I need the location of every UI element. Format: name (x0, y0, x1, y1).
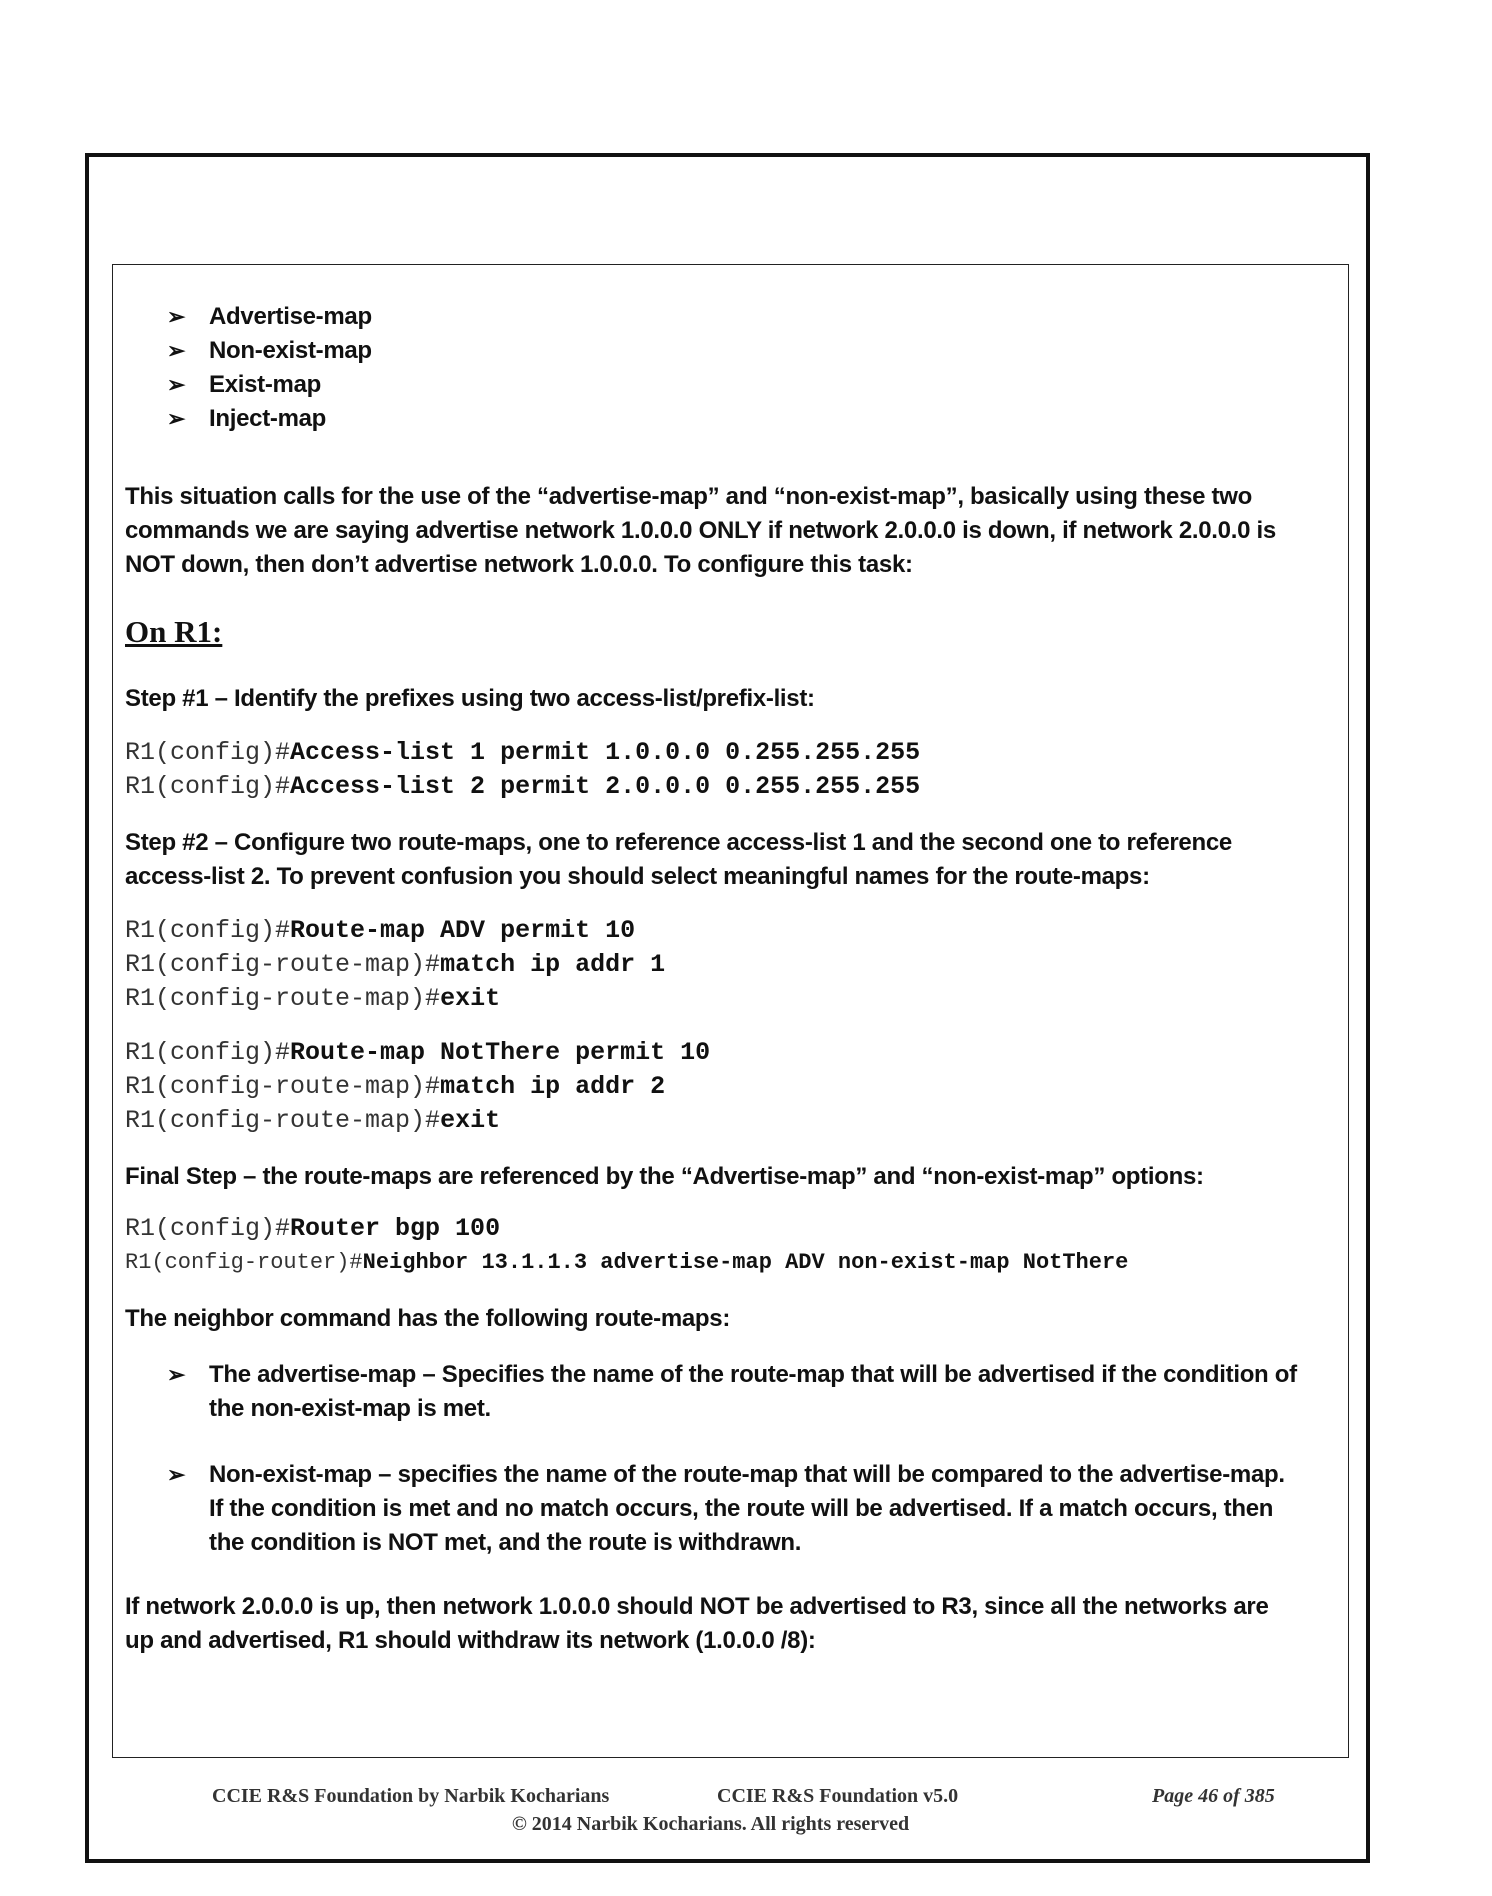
step-2-text (125, 826, 1340, 894)
list-item (167, 1358, 1340, 1426)
arrowhead-bullet-icon: ➢ (167, 1362, 186, 1387)
paragraph-line: commands we are saying advertise network 1.0.0.0 ONLY if network 2.0.0.0 is down, if network 2.0.0.0 is (125, 517, 1276, 544)
cli-command: Router bgp 100 (290, 1214, 501, 1243)
map-options-list (125, 300, 1340, 436)
list-item (167, 300, 1340, 334)
route-map-explanations (125, 1358, 1340, 1560)
cli-command: Route-map ADV permit 10 (290, 916, 636, 945)
cli-prompt: R1(config)# (125, 772, 291, 801)
cli-prompt: R1(config-route-map)# (125, 1106, 441, 1135)
cli-prompt: R1(config-router)# (125, 1250, 363, 1275)
code-line (125, 914, 1340, 948)
footer-version: CCIE R&S Foundation v5.0 (717, 1785, 959, 1807)
list-item-label: Advertise-map (209, 303, 372, 330)
closing-paragraph (125, 1590, 1340, 1658)
cli-prompt: R1(config)# (125, 1214, 291, 1243)
footer-page-number: Page 46 of 385 (1152, 1785, 1275, 1807)
page-content (125, 300, 1340, 1658)
arrowhead-bullet-icon: ➢ (167, 372, 186, 397)
cli-prompt: R1(config-route-map)# (125, 984, 441, 1013)
list-item (167, 402, 1340, 436)
cli-command: match ip addr 1 (440, 950, 666, 979)
code-line (125, 1036, 1340, 1070)
arrowhead-bullet-icon: ➢ (167, 406, 186, 431)
cli-command: exit (440, 1106, 501, 1135)
paragraph-line: the non-exist-map is met. (209, 1395, 491, 1422)
list-item (167, 368, 1340, 402)
section-heading: On R1: (125, 614, 223, 649)
cli-prompt: R1(config-route-map)# (125, 1072, 441, 1101)
cli-prompt: R1(config)# (125, 916, 291, 945)
paragraph-line: If the condition is met and no match occurs, the route will be advertised. If a match occurs, then (209, 1495, 1274, 1522)
footer-book-title: CCIE R&S Foundation by Narbik Kocharians (212, 1785, 610, 1807)
paragraph-line: access-list 2. To prevent confusion you should select meaningful names for the route-maps: (125, 863, 1150, 890)
code-line (125, 1104, 1340, 1138)
paragraph-line: the condition is NOT met, and the route is withdrawn. (209, 1529, 802, 1556)
step-1-text: Step #1 – Identify the prefixes using two access-list/prefix-list: (125, 685, 815, 712)
arrowhead-bullet-icon: ➢ (167, 304, 186, 329)
final-step-text: Final Step – the route-maps are referenced by the “Advertise-map” and “non-exist-map” options: (125, 1163, 1204, 1190)
paragraph-line: If network 2.0.0.0 is up, then network 1.0.0.0 should NOT be advertised to R3, since all the networks are (125, 1593, 1269, 1620)
code-block-route-map-notthere (125, 1036, 1340, 1138)
footer-copyright: © 2014 Narbik Kocharians. All rights reserved (511, 1813, 910, 1835)
code-line (125, 1212, 1340, 1246)
arrowhead-bullet-icon: ➢ (167, 338, 186, 363)
paragraph-line: NOT down, then don’t advertise network 1.0.0.0. To configure this task: (125, 551, 913, 578)
neighbor-intro-text: The neighbor command has the following route-maps: (125, 1305, 731, 1332)
page-footer (112, 1785, 1349, 1835)
paragraph-line: Non-exist-map – specifies the name of the route-map that will be compared to the advertise-map. (209, 1461, 1285, 1488)
cli-command: exit (440, 984, 501, 1013)
code-line (125, 1246, 1340, 1280)
list-item (167, 1458, 1340, 1560)
code-line (125, 736, 1340, 770)
cli-command: match ip addr 2 (440, 1072, 666, 1101)
code-line (125, 770, 1340, 804)
list-item-label: Inject-map (209, 405, 327, 432)
paragraph-line: up and advertised, R1 should withdraw its network (1.0.0.0 /8): (125, 1627, 816, 1654)
arrowhead-bullet-icon: ➢ (167, 1462, 186, 1487)
cli-command: Route-map NotThere permit 10 (290, 1038, 711, 1067)
paragraph-line: This situation calls for the use of the “advertise-map” and “non-exist-map”, basically using these two (125, 483, 1252, 510)
cli-prompt: R1(config)# (125, 1038, 291, 1067)
code-line (125, 1070, 1340, 1104)
code-block-route-map-adv (125, 914, 1340, 1016)
cli-command: Neighbor 13.1.1.3 advertise-map ADV non-exist-map NotThere (362, 1250, 1129, 1275)
paragraph-line: Step #2 – Configure two route-maps, one to reference access-list 1 and the second one to reference (125, 829, 1232, 856)
code-block-access-lists (125, 736, 1340, 804)
list-item (167, 334, 1340, 368)
paragraph-line: The advertise-map – Specifies the name of the route-map that will be advertised if the condition of (209, 1361, 1297, 1388)
cli-prompt: R1(config)# (125, 738, 291, 767)
cli-prompt: R1(config-route-map)# (125, 950, 441, 979)
intro-paragraph (125, 480, 1340, 582)
cli-command: Access-list 1 permit 1.0.0.0 0.255.255.255 (290, 738, 921, 767)
list-item-label: Non-exist-map (209, 337, 372, 364)
code-line (125, 948, 1340, 982)
list-item-label: Exist-map (209, 371, 322, 398)
code-line (125, 982, 1340, 1016)
cli-command: Access-list 2 permit 2.0.0.0 0.255.255.255 (290, 772, 921, 801)
code-block-bgp (125, 1212, 1340, 1280)
